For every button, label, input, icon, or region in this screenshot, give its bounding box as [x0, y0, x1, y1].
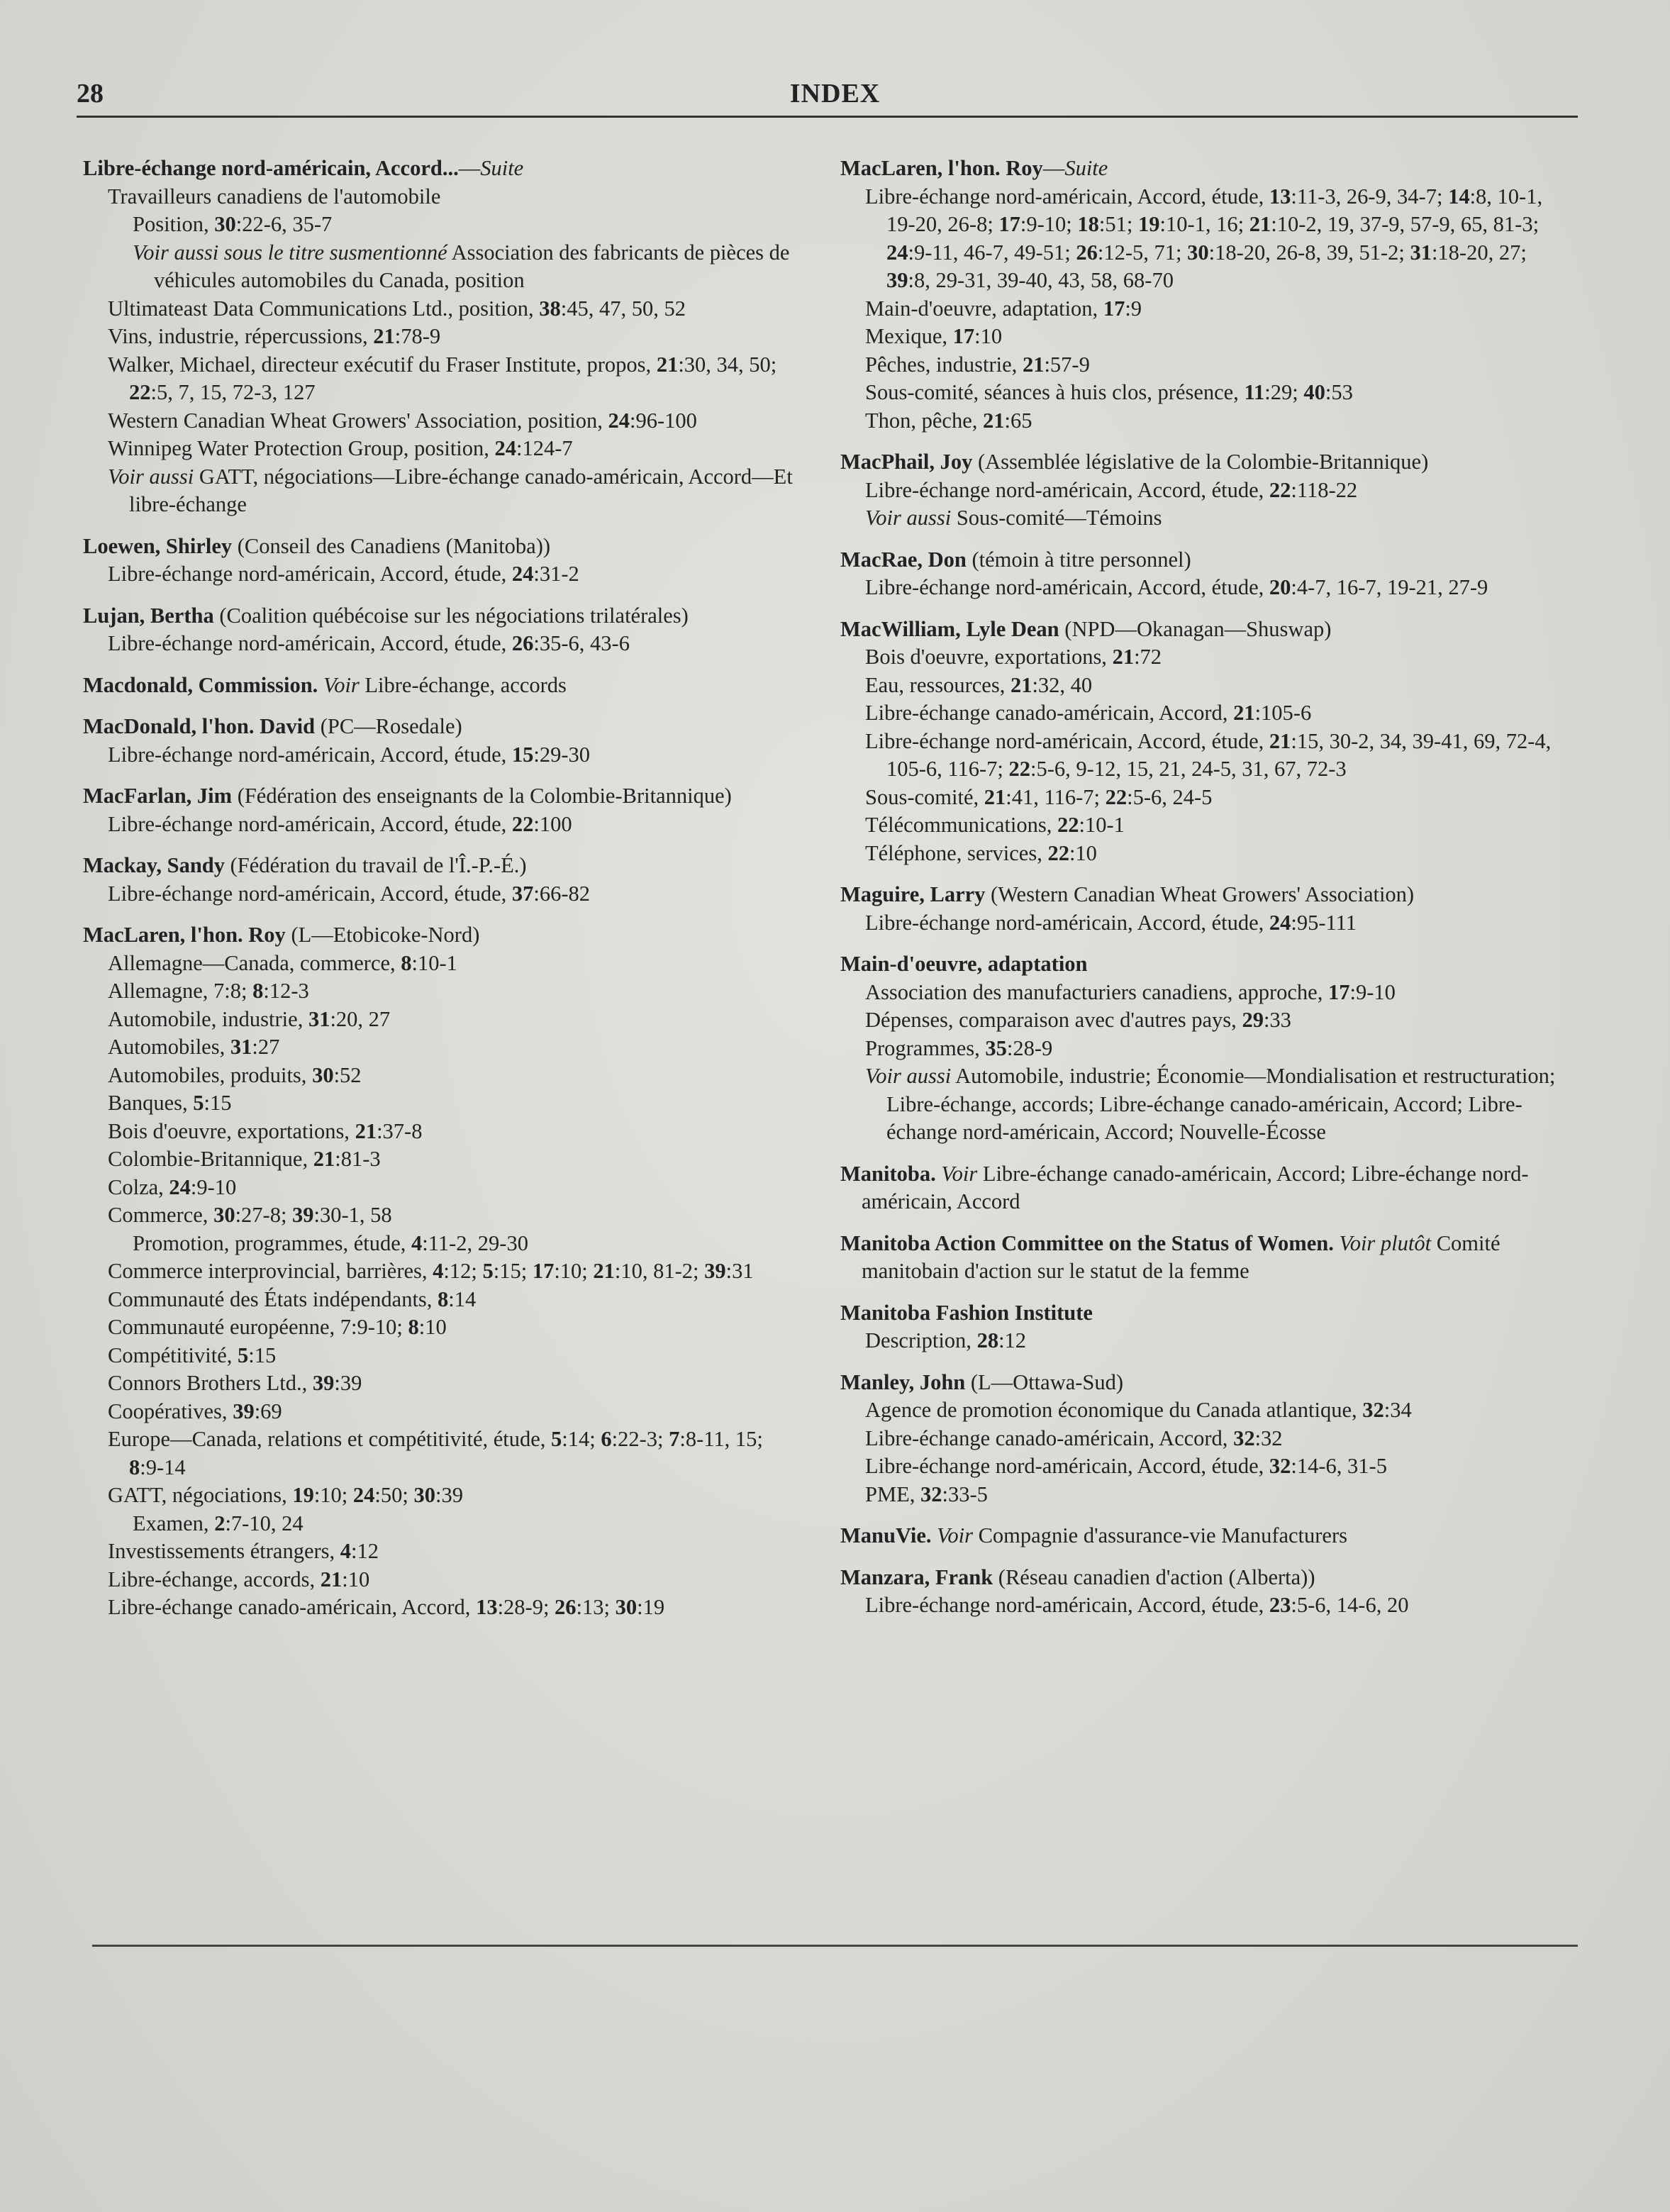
entry-subheading: Libre-échange nord-américain, Accord, étude, 22:118-22: [865, 477, 1358, 502]
entry-subheading: Libre-échange nord-américain, Accord, étude, 20:4-7, 16-7, 19-21, 27-9: [865, 575, 1488, 599]
entry-heading: MacFarlan, Jim (Fédération des enseignants de la Colombie-Britannique): [83, 784, 732, 808]
entry-subheading: Communauté européenne, 7:9-10; 8:10: [108, 1315, 447, 1339]
entry-subheading: Connors Brothers Ltd., 39:39: [108, 1371, 362, 1395]
entry-subheading: Walker, Michael, directeur exécutif du Fraser Institute, propos, 21:30, 34, 50; 22:5, 7, 15, 72-3, 127: [108, 352, 777, 404]
entry-subheading: Sous-comité, séances à huis clos, présence, 11:29; 40:53: [865, 380, 1353, 404]
index-entry: [840, 155, 1571, 435]
entry-subheading: PME, 32:33-5: [865, 1482, 988, 1506]
header-rule: [77, 116, 1578, 118]
entry-subheading: Voir aussi GATT, négociations—Libre-échange canado-américain, Accord—Et libre-échange: [108, 464, 793, 516]
entry-subheading: Voir aussi sous le titre susmentionné Association des fabricants de pièces de véhicules automobiles du Canada, position: [133, 240, 790, 292]
index-entry: [840, 1299, 1571, 1355]
entry-subheading: Investissements étrangers, 4:12: [108, 1539, 379, 1563]
entry-subheading: Libre-échange nord-américain, Accord, étude, 21:15, 30-2, 34, 39-41, 69, 72-4, 105-6, 116-7; 22:5-6, 9-12, 15, 21, 24-5, 31, 67, 72-3: [865, 728, 1552, 781]
entry-subheading: Ultimateast Data Communications Ltd., position, 38:45, 47, 50, 52: [108, 296, 686, 321]
index-entry: [840, 1522, 1571, 1550]
entry-subheading: Téléphone, services, 22:10: [865, 840, 1097, 865]
entry-subheading: Mexique, 17:10: [865, 324, 1003, 348]
index-entry: [83, 713, 799, 769]
entry-heading: MacRae, Don (témoin à titre personnel): [840, 547, 1191, 572]
entry-subheading: Libre-échange nord-américain, Accord, étude, 26:35-6, 43-6: [108, 631, 630, 655]
entry-subheading: Thon, pêche, 21:65: [865, 408, 1032, 433]
entry-subheading: Europe—Canada, relations et compétitivité, étude, 5:14; 6:22-3; 7:8-11, 15; 8:9-14: [108, 1427, 763, 1479]
index-entry: [83, 782, 799, 838]
entry-subheading: Colombie-Britannique, 21:81-3: [108, 1147, 381, 1171]
entry-subheading: Commerce interprovincial, barrières, 4:12; 5:15; 17:10; 21:10, 81-2; 39:31: [108, 1259, 754, 1283]
index-entry: [83, 852, 799, 908]
entry-subheading: Automobile, industrie, 31:20, 27: [108, 1006, 391, 1031]
entry-heading: Manitoba Fashion Institute: [840, 1300, 1093, 1325]
entry-subheading: Position, 30:22-6, 35-7: [133, 212, 333, 236]
entry-subheading: Libre-échange nord-américain, Accord, étude, 24:95-111: [865, 910, 1357, 935]
entry-subheading: Commerce, 30:27-8; 39:30-1, 58: [108, 1203, 392, 1227]
entry-subheading: Vins, industrie, répercussions, 21:78-9: [108, 324, 441, 348]
entry-subheading: Winnipeg Water Protection Group, position, 24:124-7: [108, 436, 573, 460]
entry-subheading: Allemagne, 7:8; 8:12-3: [108, 979, 309, 1003]
index-entry: [83, 155, 799, 519]
index-entry: [840, 1230, 1571, 1286]
index-entry: [840, 616, 1571, 868]
entry-subheading: Dépenses, comparaison avec d'autres pays, 29:33: [865, 1008, 1291, 1032]
entry-heading: Manley, John (L—Ottawa-Sud): [840, 1369, 1124, 1394]
entry-heading: Macdonald, Commission. Voir Libre-échange, accords: [83, 672, 567, 697]
entry-heading: Manitoba. Voir Libre-échange canado-américain, Accord; Libre-échange nord-américain, Accord: [840, 1161, 1529, 1213]
left-column: [83, 155, 799, 1635]
entry-heading: MacWilliam, Lyle Dean (NPD—Okanagan—Shuswap): [840, 616, 1332, 641]
entry-subheading: Libre-échange, accords, 21:10: [108, 1567, 370, 1591]
entry-subheading: Banques, 5:15: [108, 1091, 232, 1115]
entry-subheading: Examen, 2:7-10, 24: [133, 1511, 304, 1535]
entry-subheading: Eau, ressources, 21:32, 40: [865, 672, 1093, 697]
index-entry: [83, 602, 799, 658]
entry-subheading: Libre-échange canado-américain, Accord, 21:105-6: [865, 701, 1312, 725]
entry-subheading: Main-d'oeuvre, adaptation, 17:9: [865, 296, 1142, 321]
entry-subheading: Coopératives, 39:69: [108, 1399, 282, 1423]
entry-subheading: Télécommunications, 22:10-1: [865, 813, 1125, 837]
entry-subheading: Agence de promotion économique du Canada atlantique, 32:34: [865, 1398, 1412, 1422]
entry-heading: MacLaren, l'hon. Roy—Suite: [840, 156, 1108, 180]
entry-subheading: Libre-échange nord-américain, Accord, étude, 37:66-82: [108, 881, 591, 906]
index-entry: [840, 881, 1571, 937]
entry-subheading: Libre-échange canado-américain, Accord, 13:28-9; 26:13; 30:19: [108, 1595, 665, 1619]
entry-subheading: Communauté des États indépendants, 8:14: [108, 1286, 477, 1311]
index-entry: [83, 533, 799, 589]
entry-subheading: Programmes, 35:28-9: [865, 1035, 1053, 1060]
entry-heading: Mackay, Sandy (Fédération du travail de l'Î.-P.-É.): [83, 853, 527, 877]
entry-subheading: Automobiles, produits, 30:52: [108, 1062, 362, 1087]
page-title: INDEX: [789, 79, 881, 109]
entry-subheading: Libre-échange nord-américain, Accord, étude, 23:5-6, 14-6, 20: [865, 1593, 1409, 1617]
entry-heading: Maguire, Larry (Western Canadian Wheat Growers' Association): [840, 882, 1415, 906]
entry-heading: Main-d'oeuvre, adaptation: [840, 952, 1088, 976]
entry-subheading: Bois d'oeuvre, exportations, 21:37-8: [108, 1118, 423, 1143]
entry-subheading: Libre-échange nord-américain, Accord, étude, 13:11-3, 26-9, 34-7; 14:8, 10-1, 19-20, 26-8; 17:9-10; 18:51; 19:10-1, 16; 21:10-2, 19, 37-9, 57-9, 65, 81-3; 24:9-11, 46-7, 49-51; 26:12-5, 71; 30:18-20, 26-8, 39, 51-2; 31:18-20, 27; 39:8, 29-31, 39-40, 43, 58, 68-70: [865, 184, 1543, 292]
index-entry: [840, 1564, 1571, 1620]
index-entry: [840, 1369, 1571, 1509]
entry-heading: ManuVie. Voir Compagnie d'assurance-vie Manufacturers: [840, 1523, 1347, 1547]
index-entry: [840, 1160, 1571, 1216]
entry-heading: MacPhail, Joy (Assemblée législative de la Colombie-Britannique): [840, 450, 1429, 474]
entry-subheading: Automobiles, 31:27: [108, 1035, 280, 1059]
entry-subheading: Voir aussi Sous-comité—Témoins: [865, 506, 1162, 530]
entry-subheading: Libre-échange nord-américain, Accord, étude, 32:14-6, 31-5: [865, 1454, 1387, 1478]
entry-subheading: Travailleurs canadiens de l'automobile: [108, 184, 441, 209]
entry-heading: MacDonald, l'hon. David (PC—Rosedale): [83, 714, 462, 738]
index-entry: [83, 672, 799, 700]
page-number: 28: [77, 79, 104, 109]
entry-subheading: Voir aussi Automobile, industrie; Économie—Mondialisation et restructuration; Libre-échange, accords; Libre-échange canado-américain, Accord; Libre-échange nord-américain, Accord; Nouvelle-Écosse: [865, 1064, 1556, 1144]
entry-heading: Manzara, Frank (Réseau canadien d'action (Alberta)): [840, 1564, 1315, 1589]
entry-subheading: Pêches, industrie, 21:57-9: [865, 352, 1090, 377]
entry-subheading: Association des manufacturiers canadiens, approche, 17:9-10: [865, 979, 1396, 1004]
index-entry: [840, 950, 1571, 1147]
entry-subheading: Sous-comité, 21:41, 116-7; 22:5-6, 24-5: [865, 784, 1213, 809]
index-entry: [83, 921, 799, 1622]
entry-subheading: Allemagne—Canada, commerce, 8:10-1: [108, 950, 457, 975]
right-column: [840, 155, 1571, 1633]
entry-subheading: Description, 28:12: [865, 1328, 1027, 1352]
entry-heading: MacLaren, l'hon. Roy (L—Etobicoke-Nord): [83, 923, 480, 947]
entry-heading: Manitoba Action Committee on the Status of Women. Voir plutôt Comité manitobain d'action sur le statut de la femme: [840, 1230, 1501, 1283]
entry-subheading: Compétitivité, 5:15: [108, 1343, 277, 1367]
entry-subheading: Colza, 24:9-10: [108, 1174, 237, 1199]
entry-subheading: Libre-échange nord-américain, Accord, étude, 15:29-30: [108, 742, 591, 767]
entry-heading: Lujan, Bertha (Coalition québécoise sur les négociations trilatérales): [83, 603, 689, 628]
footer-rule: [92, 1945, 1578, 1947]
entry-subheading: Libre-échange nord-américain, Accord, étude, 24:31-2: [108, 562, 579, 586]
index-entry: [840, 448, 1571, 533]
entry-heading: Libre-échange nord-américain, Accord...—Suite: [83, 156, 524, 180]
entry-subheading: Bois d'oeuvre, exportations, 21:72: [865, 645, 1162, 669]
entry-subheading: Libre-échange canado-américain, Accord, 32:32: [865, 1425, 1283, 1450]
entry-subheading: GATT, négociations, 19:10; 24:50; 30:39: [108, 1483, 463, 1507]
entry-subheading: Western Canadian Wheat Growers' Association, position, 24:96-100: [108, 408, 697, 433]
entry-heading: Loewen, Shirley (Conseil des Canadiens (Manitoba)): [83, 533, 551, 558]
entry-subheading: Libre-échange nord-américain, Accord, étude, 22:100: [108, 811, 572, 836]
index-entry: [840, 546, 1571, 602]
entry-subheading: Promotion, programmes, étude, 4:11-2, 29-30: [133, 1230, 528, 1255]
